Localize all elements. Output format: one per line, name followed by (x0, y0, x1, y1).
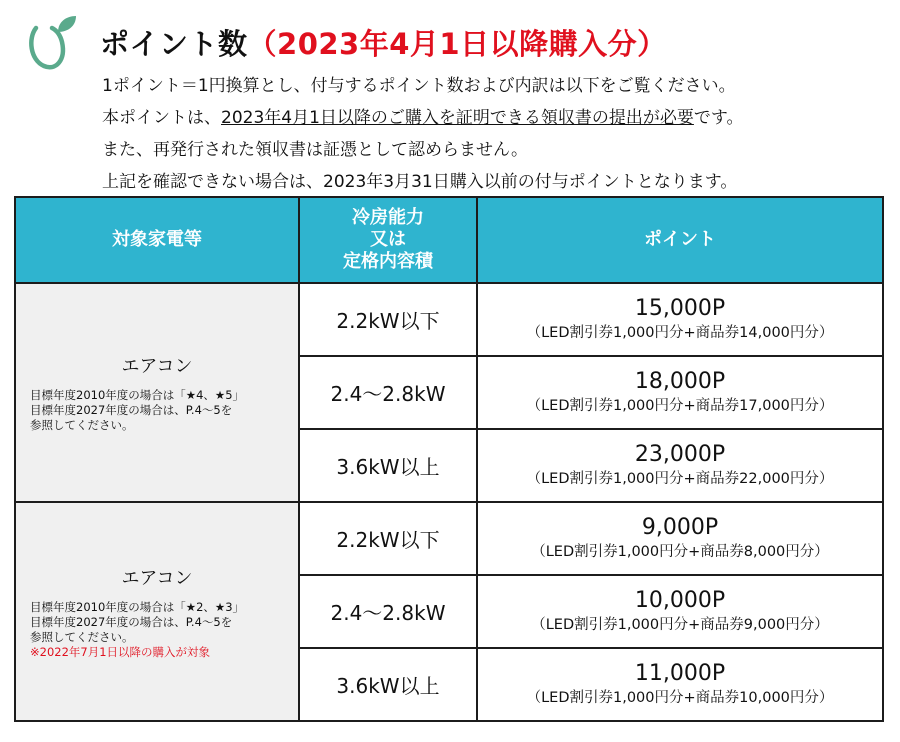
table-row (15, 283, 883, 356)
capacity-cell: 2.2kW以下 (299, 283, 477, 356)
points-breakdown: （LED割引券1,000円分+商品券8,000円分） (531, 544, 829, 561)
points-breakdown: （LED割引券1,000円分+商品券10,000円分） (526, 690, 834, 707)
intro-line-2: 本ポイントは、2023年4月1日以降のご購入を証明できる領収書の提出が必要です。 (102, 108, 744, 128)
intro-line-3: また、再発行された領収書は証憑として認めらません。 (102, 140, 529, 160)
points-breakdown: （LED割引券1,000円分+商品券22,000円分） (526, 471, 834, 488)
points-value: 11,000P (634, 661, 726, 687)
category-note: 目標年度2010年度の場合は「★2、★3」 目標年度2027年度の場合は、P.4～5を 参照してください。 ※2022年7月1日以降の購入が対象 (16, 600, 298, 660)
points-breakdown: （LED割引券1,000円分+商品券14,000円分） (526, 325, 834, 342)
points-cell (477, 356, 883, 429)
capacity-cell: 2.4～2.8kW (299, 575, 477, 648)
page-title (100, 22, 667, 63)
table-header-row (15, 197, 883, 283)
header-target-appliance: 対象家電等 (15, 197, 299, 283)
category-note: 目標年度2010年度の場合は「★4、★5」 目標年度2027年度の場合は、P.4～5を 参照してください。 (30, 388, 245, 432)
capacity-cell: 2.4～2.8kW (299, 356, 477, 429)
purchase-date-note: ※2022年7月1日以降の購入が対象 (30, 644, 211, 659)
leaf-logo-icon (22, 12, 78, 72)
capacity-cell: 2.2kW以下 (299, 502, 477, 575)
points-value: 9,000P (641, 515, 719, 541)
points-breakdown: （LED割引券1,000円分+商品券17,000円分） (526, 398, 834, 415)
points-value: 10,000P (634, 588, 726, 614)
intro-line-4: 上記を確認できない場合は、2023年3月31日購入以前の付与ポイントとなります。 (102, 172, 738, 192)
intro-line-1: 1ポイント＝1円換算とし、付与するポイント数および内訳は以下をご覧ください。 (102, 76, 736, 96)
receipt-requirement: 2023年4月1日以降のご購入を証明できる領収書の提出が必要 (221, 108, 694, 128)
intro-text (102, 70, 744, 198)
points-value: 23,000P (634, 442, 726, 468)
points-cell (477, 648, 883, 721)
category-name: エアコン (121, 567, 193, 589)
title-date-range: （2023年4月1日以降購入分） (247, 27, 667, 61)
capacity-cell: 3.6kW以上 (299, 429, 477, 502)
header-points: ポイント (477, 197, 883, 283)
category-name: エアコン (121, 356, 193, 377)
header-capacity: 冷房能力 又は 定格内容積 (299, 197, 477, 283)
points-cell (477, 575, 883, 648)
points-cell (477, 283, 883, 356)
points-table (14, 196, 884, 722)
capacity-cell: 3.6kW以上 (299, 648, 477, 721)
points-cell (477, 502, 883, 575)
points-breakdown: （LED割引券1,000円分+商品券9,000円分） (531, 617, 829, 634)
points-value: 18,000P (634, 369, 726, 395)
points-cell (477, 429, 883, 502)
category-cell (15, 283, 299, 502)
points-value: 15,000P (634, 296, 726, 322)
title-main: ポイント数 (100, 27, 248, 61)
category-cell (15, 502, 299, 721)
table-row (15, 502, 883, 575)
